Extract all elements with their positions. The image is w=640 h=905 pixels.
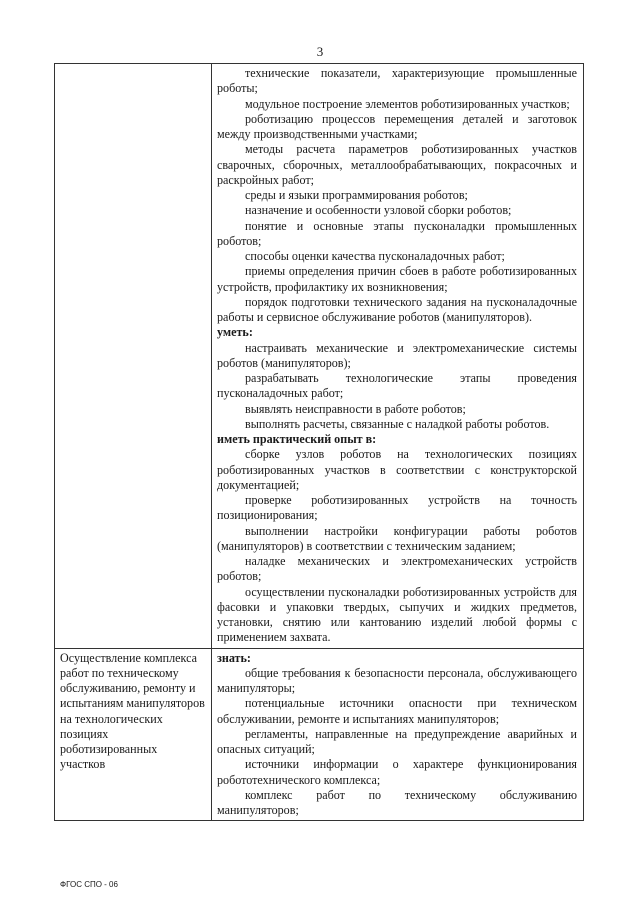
page-number: 3	[316, 44, 324, 59]
requirements-cell	[212, 64, 584, 649]
section-heading-skills: уметь:	[217, 325, 253, 340]
list-item: выполнении настройки конфигурации работы роботов (манипуляторов) в соответствии с техническим заданием;	[217, 523, 577, 553]
section-heading-experience: иметь практический опыт в:	[217, 432, 377, 446]
list-item: источники информации о характере функционирования робототехнического комплекса;	[217, 757, 577, 787]
table-row	[55, 648, 584, 821]
list-item: технические показатели, характеризующие промышленные роботы;	[217, 66, 577, 96]
list-item: способы оценки качества пусконаладочных работ;	[245, 249, 505, 263]
list-item: наладке механических и электромеханических устройств роботов;	[217, 554, 577, 584]
list-item: настраивать механические и электромеханические системы роботов (манипуляторов);	[217, 340, 577, 370]
list-item: потенциальные источники опасности при техническом обслуживании, ремонте и испытаниях манипуляторов;	[217, 696, 577, 726]
activity-cell: Осуществление комплекса работ по техническому обслуживанию, ремонту и испытаниям манипуляторов на технологических позициях роботизированных участков	[55, 648, 212, 821]
list-item: комплекс работ по техническому обслуживанию манипуляторов;	[217, 787, 577, 817]
list-item: разрабатывать технологические этапы проведения пусконаладочных работ;	[217, 371, 577, 401]
list-item: среды и языки программирования роботов;	[245, 188, 468, 202]
list-item: выявлять неисправности в работе роботов;	[245, 401, 466, 416]
competency-table	[54, 63, 584, 821]
list-item: выполнять расчеты, связанные с наладкой работы роботов.	[245, 416, 550, 431]
table-row	[55, 64, 584, 649]
list-item: порядок подготовки технического задания на пусконаладочные работы и сервисное обслуживание роботов (манипуляторов).	[217, 294, 577, 324]
list-item: приемы определения причин сбоев в работе роботизированных устройств, профилактику их возникновения;	[217, 264, 577, 294]
list-item: общие требования к безопасности персонала, обслуживающего манипуляторы;	[217, 665, 577, 695]
list-item: методы расчета параметров роботизированных участков сварочных, сборочных, металлообрабатывающих, покрасочных и раскройных работ;	[217, 142, 577, 187]
list-item: сборке узлов роботов на технологических позициях роботизированных участков в соответствии с конструкторской документацией;	[217, 447, 577, 492]
list-item: модульное построение элементов роботизированных участков;	[245, 96, 570, 111]
activity-cell	[55, 64, 212, 649]
list-item: роботизацию процессов перемещения деталей и заготовок между производственными участками;	[217, 111, 577, 141]
list-item: осуществлении пусконаладки роботизированных устройств для фасовки и упаковки твердых, сыпучих и жидких предметов, установки, снятию или кантованию изделий любой формы с применением захвата.	[217, 584, 577, 645]
requirements-cell	[212, 648, 584, 821]
list-item: назначение и особенности узловой сборки роботов;	[245, 203, 512, 218]
list-item: проверке роботизированных устройств на точность позиционирования;	[217, 493, 577, 523]
section-heading-knowledge: знать:	[217, 650, 251, 665]
list-item: понятие и основные этапы пусконаладки промышленных роботов;	[217, 218, 577, 248]
footer-label: ФГОС СПО - 06	[60, 880, 118, 889]
list-item: регламенты, направленные на предупреждение аварийных и опасных ситуаций;	[217, 726, 577, 756]
